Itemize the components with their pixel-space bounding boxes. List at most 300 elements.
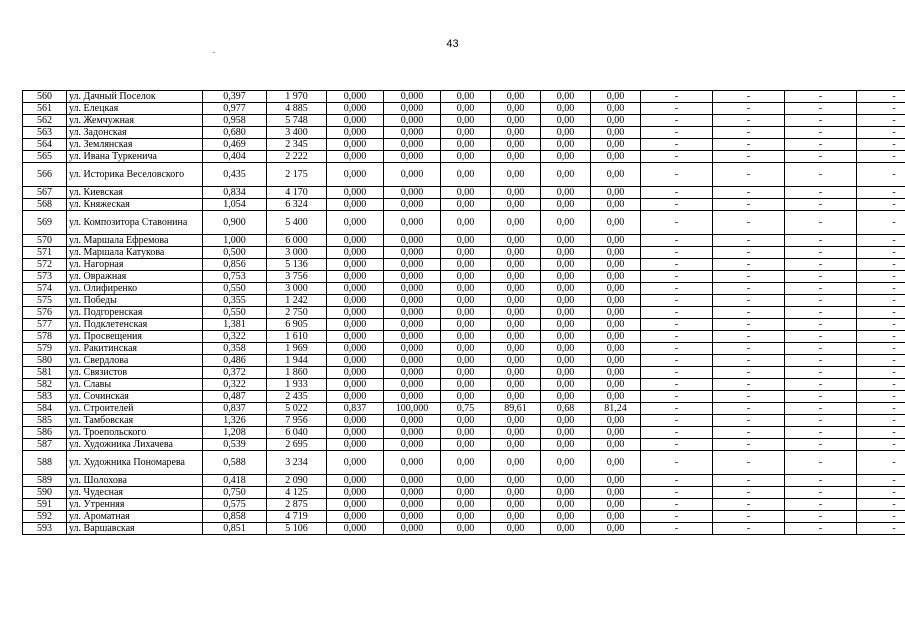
value-10-cell: -: [713, 271, 785, 283]
value-2-cell: 5 136: [267, 259, 327, 271]
value-2-cell: 6 905: [267, 319, 327, 331]
table-row: [23, 271, 905, 283]
street-name-cell: ул. Княжеская: [67, 199, 203, 211]
value-6-cell: 89,61: [491, 403, 541, 415]
row-number-cell: 576: [23, 307, 67, 319]
table-row: [23, 511, 905, 523]
value-12-cell: -: [857, 163, 905, 187]
value-8-cell: 0,00: [591, 331, 641, 343]
table-row: [23, 235, 905, 247]
value-10-cell: -: [713, 415, 785, 427]
value-9-cell: -: [641, 259, 713, 271]
value-1-cell: 0,753: [203, 271, 267, 283]
value-9-cell: -: [641, 427, 713, 439]
value-6-cell: 0,00: [491, 499, 541, 511]
value-10-cell: -: [713, 475, 785, 487]
scan-speck: [213, 52, 215, 53]
value-4-cell: 0,000: [384, 127, 441, 139]
value-10-cell: -: [713, 403, 785, 415]
value-10-cell: -: [713, 163, 785, 187]
row-number-cell: 586: [23, 427, 67, 439]
value-6-cell: 0,00: [491, 127, 541, 139]
value-7-cell: 0,00: [541, 271, 591, 283]
value-4-cell: 0,000: [384, 235, 441, 247]
value-2-cell: 5 748: [267, 115, 327, 127]
value-5-cell: 0,00: [441, 379, 491, 391]
value-2-cell: 3 234: [267, 451, 327, 475]
value-9-cell: -: [641, 319, 713, 331]
value-2-cell: 1 933: [267, 379, 327, 391]
value-4-cell: 0,000: [384, 379, 441, 391]
value-6-cell: 0,00: [491, 271, 541, 283]
value-10-cell: -: [713, 259, 785, 271]
value-9-cell: -: [641, 103, 713, 115]
street-name-cell: ул. Славы: [67, 379, 203, 391]
value-12-cell: -: [857, 283, 905, 295]
value-11-cell: -: [785, 235, 857, 247]
page-number: 43: [446, 38, 459, 50]
value-6-cell: 0,00: [491, 451, 541, 475]
value-8-cell: 0,00: [591, 115, 641, 127]
street-name-cell: ул. Елецкая: [67, 103, 203, 115]
value-1-cell: 0,958: [203, 115, 267, 127]
value-12-cell: -: [857, 139, 905, 151]
value-12-cell: -: [857, 487, 905, 499]
value-2-cell: 3 000: [267, 283, 327, 295]
value-4-cell: 0,000: [384, 163, 441, 187]
value-9-cell: -: [641, 475, 713, 487]
value-3-cell: 0,000: [327, 271, 384, 283]
value-11-cell: -: [785, 439, 857, 451]
value-3-cell: 0,000: [327, 307, 384, 319]
value-3-cell: 0,000: [327, 355, 384, 367]
value-6-cell: 0,00: [491, 295, 541, 307]
value-11-cell: -: [785, 163, 857, 187]
value-6-cell: 0,00: [491, 343, 541, 355]
street-name-cell: ул. Чудесная: [67, 487, 203, 499]
table-row: [23, 283, 905, 295]
value-6-cell: 0,00: [491, 511, 541, 523]
value-1-cell: 0,851: [203, 523, 267, 535]
value-3-cell: 0,000: [327, 451, 384, 475]
row-number-cell: 564: [23, 139, 67, 151]
value-2-cell: 3 400: [267, 127, 327, 139]
value-9-cell: -: [641, 127, 713, 139]
value-10-cell: -: [713, 127, 785, 139]
value-2-cell: 1 970: [267, 91, 327, 103]
value-4-cell: 0,000: [384, 355, 441, 367]
table-row: [23, 523, 905, 535]
value-1-cell: 1,326: [203, 415, 267, 427]
value-10-cell: -: [713, 319, 785, 331]
value-1-cell: 0,575: [203, 499, 267, 511]
value-6-cell: 0,00: [491, 199, 541, 211]
value-11-cell: -: [785, 523, 857, 535]
row-number-cell: 584: [23, 403, 67, 415]
value-9-cell: -: [641, 391, 713, 403]
value-5-cell: 0,00: [441, 259, 491, 271]
value-7-cell: 0,00: [541, 139, 591, 151]
value-1-cell: 0,680: [203, 127, 267, 139]
value-4-cell: 0,000: [384, 343, 441, 355]
table-row: [23, 451, 905, 475]
street-name-cell: ул. Историка Веселовского: [67, 163, 203, 187]
value-3-cell: 0,000: [327, 235, 384, 247]
value-1-cell: 0,322: [203, 331, 267, 343]
value-9-cell: -: [641, 211, 713, 235]
value-2-cell: 2 435: [267, 391, 327, 403]
value-6-cell: 0,00: [491, 163, 541, 187]
table-row: [23, 319, 905, 331]
value-3-cell: 0,000: [327, 211, 384, 235]
row-number-cell: 592: [23, 511, 67, 523]
street-name-cell: ул. Овражная: [67, 271, 203, 283]
value-2-cell: 2 090: [267, 475, 327, 487]
value-12-cell: -: [857, 271, 905, 283]
value-8-cell: 0,00: [591, 235, 641, 247]
value-5-cell: 0,00: [441, 91, 491, 103]
value-8-cell: 0,00: [591, 247, 641, 259]
row-number-cell: 575: [23, 295, 67, 307]
value-9-cell: -: [641, 415, 713, 427]
value-4-cell: 0,000: [384, 199, 441, 211]
value-8-cell: 0,00: [591, 523, 641, 535]
value-5-cell: 0,00: [441, 271, 491, 283]
value-5-cell: 0,00: [441, 511, 491, 523]
value-4-cell: 0,000: [384, 391, 441, 403]
street-name-cell: ул. Жемчужная: [67, 115, 203, 127]
value-5-cell: 0,00: [441, 247, 491, 259]
value-1-cell: 0,550: [203, 283, 267, 295]
row-number-cell: 579: [23, 343, 67, 355]
value-4-cell: 0,000: [384, 511, 441, 523]
value-6-cell: 0,00: [491, 91, 541, 103]
value-3-cell: 0,000: [327, 439, 384, 451]
value-3-cell: 0,000: [327, 523, 384, 535]
value-12-cell: -: [857, 235, 905, 247]
table-row: [23, 415, 905, 427]
value-6-cell: 0,00: [491, 367, 541, 379]
value-3-cell: 0,000: [327, 427, 384, 439]
table-row: [23, 379, 905, 391]
value-10-cell: -: [713, 379, 785, 391]
value-1-cell: 0,588: [203, 451, 267, 475]
street-name-cell: ул. Нагорная: [67, 259, 203, 271]
table-row: [23, 115, 905, 127]
value-11-cell: -: [785, 367, 857, 379]
row-number-cell: 573: [23, 271, 67, 283]
value-12-cell: -: [857, 511, 905, 523]
row-number-cell: 574: [23, 283, 67, 295]
value-7-cell: 0,00: [541, 259, 591, 271]
value-1-cell: 0,539: [203, 439, 267, 451]
street-name-cell: ул. Маршала Ефремова: [67, 235, 203, 247]
street-name-cell: ул. Ивана Туркенича: [67, 151, 203, 163]
table-row: [23, 259, 905, 271]
value-8-cell: 0,00: [591, 319, 641, 331]
value-2-cell: 4 170: [267, 187, 327, 199]
value-4-cell: 0,000: [384, 331, 441, 343]
value-4-cell: 0,000: [384, 103, 441, 115]
table-row: [23, 199, 905, 211]
value-11-cell: -: [785, 247, 857, 259]
value-2-cell: 1 860: [267, 367, 327, 379]
value-12-cell: -: [857, 115, 905, 127]
value-10-cell: -: [713, 391, 785, 403]
value-6-cell: 0,00: [491, 211, 541, 235]
value-11-cell: -: [785, 211, 857, 235]
row-number-cell: 561: [23, 103, 67, 115]
value-9-cell: -: [641, 511, 713, 523]
row-number-cell: 588: [23, 451, 67, 475]
value-6-cell: 0,00: [491, 151, 541, 163]
value-10-cell: -: [713, 307, 785, 319]
street-name-cell: ул. Землянская: [67, 139, 203, 151]
value-6-cell: 0,00: [491, 283, 541, 295]
value-12-cell: -: [857, 523, 905, 535]
value-10-cell: -: [713, 91, 785, 103]
value-4-cell: 0,000: [384, 187, 441, 199]
value-8-cell: 0,00: [591, 187, 641, 199]
value-12-cell: -: [857, 343, 905, 355]
value-9-cell: -: [641, 367, 713, 379]
value-1-cell: 1,000: [203, 235, 267, 247]
value-4-cell: 0,000: [384, 367, 441, 379]
value-3-cell: 0,000: [327, 379, 384, 391]
value-9-cell: -: [641, 379, 713, 391]
value-7-cell: 0,00: [541, 91, 591, 103]
value-6-cell: 0,00: [491, 415, 541, 427]
value-12-cell: -: [857, 355, 905, 367]
value-8-cell: 0,00: [591, 451, 641, 475]
value-6-cell: 0,00: [491, 355, 541, 367]
value-7-cell: 0,00: [541, 343, 591, 355]
value-3-cell: 0,837: [327, 403, 384, 415]
value-11-cell: -: [785, 415, 857, 427]
row-number-cell: 587: [23, 439, 67, 451]
value-7-cell: 0,00: [541, 163, 591, 187]
value-5-cell: 0,00: [441, 307, 491, 319]
value-8-cell: 0,00: [591, 103, 641, 115]
value-11-cell: -: [785, 319, 857, 331]
value-6-cell: 0,00: [491, 487, 541, 499]
row-number-cell: 578: [23, 331, 67, 343]
value-3-cell: 0,000: [327, 187, 384, 199]
table-row: [23, 391, 905, 403]
value-12-cell: -: [857, 151, 905, 163]
value-8-cell: 0,00: [591, 475, 641, 487]
row-number-cell: 590: [23, 487, 67, 499]
value-9-cell: -: [641, 523, 713, 535]
value-11-cell: -: [785, 355, 857, 367]
value-8-cell: 0,00: [591, 355, 641, 367]
value-2-cell: 5 022: [267, 403, 327, 415]
row-number-cell: 593: [23, 523, 67, 535]
value-10-cell: -: [713, 187, 785, 199]
value-1-cell: 0,418: [203, 475, 267, 487]
value-2-cell: 5 400: [267, 211, 327, 235]
value-8-cell: 0,00: [591, 151, 641, 163]
value-10-cell: -: [713, 355, 785, 367]
value-12-cell: -: [857, 367, 905, 379]
value-7-cell: 0,00: [541, 151, 591, 163]
value-9-cell: -: [641, 307, 713, 319]
value-9-cell: -: [641, 187, 713, 199]
value-5-cell: 0,00: [441, 343, 491, 355]
value-6-cell: 0,00: [491, 115, 541, 127]
value-5-cell: 0,00: [441, 499, 491, 511]
value-3-cell: 0,000: [327, 319, 384, 331]
value-2-cell: 3 756: [267, 271, 327, 283]
value-2-cell: 1 944: [267, 355, 327, 367]
value-7-cell: 0,00: [541, 367, 591, 379]
street-name-cell: ул. Связистов: [67, 367, 203, 379]
value-11-cell: -: [785, 283, 857, 295]
street-name-cell: ул. Шолохова: [67, 475, 203, 487]
street-name-cell: ул. Утренняя: [67, 499, 203, 511]
value-8-cell: 0,00: [591, 427, 641, 439]
value-9-cell: -: [641, 331, 713, 343]
row-number-cell: 585: [23, 415, 67, 427]
value-7-cell: 0,00: [541, 187, 591, 199]
value-4-cell: 0,000: [384, 211, 441, 235]
value-8-cell: 0,00: [591, 211, 641, 235]
value-1-cell: 0,856: [203, 259, 267, 271]
value-12-cell: -: [857, 295, 905, 307]
value-11-cell: -: [785, 331, 857, 343]
table-row: [23, 211, 905, 235]
value-5-cell: 0,00: [441, 163, 491, 187]
value-4-cell: 0,000: [384, 499, 441, 511]
value-7-cell: 0,00: [541, 283, 591, 295]
value-8-cell: 0,00: [591, 127, 641, 139]
value-10-cell: -: [713, 247, 785, 259]
value-1-cell: 0,837: [203, 403, 267, 415]
value-4-cell: 0,000: [384, 115, 441, 127]
value-10-cell: -: [713, 499, 785, 511]
value-7-cell: 0,00: [541, 247, 591, 259]
value-5-cell: 0,00: [441, 115, 491, 127]
value-11-cell: -: [785, 115, 857, 127]
table-row: [23, 427, 905, 439]
value-5-cell: 0,00: [441, 127, 491, 139]
value-6-cell: 0,00: [491, 103, 541, 115]
value-3-cell: 0,000: [327, 283, 384, 295]
value-4-cell: 0,000: [384, 319, 441, 331]
value-1-cell: 0,500: [203, 247, 267, 259]
row-number-cell: 568: [23, 199, 67, 211]
value-1-cell: 1,381: [203, 319, 267, 331]
value-3-cell: 0,000: [327, 139, 384, 151]
value-4-cell: 0,000: [384, 523, 441, 535]
value-2-cell: 2 175: [267, 163, 327, 187]
value-12-cell: -: [857, 91, 905, 103]
value-1-cell: 0,834: [203, 187, 267, 199]
value-6-cell: 0,00: [491, 307, 541, 319]
value-6-cell: 0,00: [491, 475, 541, 487]
value-12-cell: -: [857, 403, 905, 415]
value-7-cell: 0,00: [541, 199, 591, 211]
value-3-cell: 0,000: [327, 487, 384, 499]
value-11-cell: -: [785, 307, 857, 319]
value-10-cell: -: [713, 295, 785, 307]
value-7-cell: 0,00: [541, 127, 591, 139]
value-4-cell: 0,000: [384, 295, 441, 307]
table-row: [23, 295, 905, 307]
value-11-cell: -: [785, 271, 857, 283]
value-3-cell: 0,000: [327, 115, 384, 127]
value-9-cell: -: [641, 91, 713, 103]
value-10-cell: -: [713, 451, 785, 475]
value-7-cell: 0,00: [541, 295, 591, 307]
value-9-cell: -: [641, 451, 713, 475]
value-7-cell: 0,00: [541, 499, 591, 511]
value-9-cell: -: [641, 499, 713, 511]
value-11-cell: -: [785, 259, 857, 271]
row-number-cell: 580: [23, 355, 67, 367]
value-2-cell: 2 695: [267, 439, 327, 451]
value-12-cell: -: [857, 379, 905, 391]
value-5-cell: 0,00: [441, 283, 491, 295]
value-2-cell: 6 040: [267, 427, 327, 439]
street-data-table: [22, 90, 905, 535]
value-9-cell: -: [641, 235, 713, 247]
table-row: [23, 487, 905, 499]
value-4-cell: 0,000: [384, 259, 441, 271]
value-7-cell: 0,68: [541, 403, 591, 415]
value-11-cell: -: [785, 139, 857, 151]
value-8-cell: 0,00: [591, 343, 641, 355]
value-12-cell: -: [857, 415, 905, 427]
value-11-cell: -: [785, 343, 857, 355]
street-name-cell: ул. Троепольского: [67, 427, 203, 439]
value-3-cell: 0,000: [327, 343, 384, 355]
value-9-cell: -: [641, 115, 713, 127]
row-number-cell: 565: [23, 151, 67, 163]
value-11-cell: -: [785, 451, 857, 475]
value-5-cell: 0,00: [441, 319, 491, 331]
value-5-cell: 0,00: [441, 355, 491, 367]
value-6-cell: 0,00: [491, 139, 541, 151]
row-number-cell: 572: [23, 259, 67, 271]
value-8-cell: 0,00: [591, 91, 641, 103]
value-3-cell: 0,000: [327, 511, 384, 523]
value-10-cell: -: [713, 343, 785, 355]
value-11-cell: -: [785, 403, 857, 415]
value-7-cell: 0,00: [541, 511, 591, 523]
value-8-cell: 0,00: [591, 391, 641, 403]
value-12-cell: -: [857, 211, 905, 235]
value-1-cell: 0,404: [203, 151, 267, 163]
value-4-cell: 0,000: [384, 415, 441, 427]
value-1-cell: 1,054: [203, 199, 267, 211]
value-7-cell: 0,00: [541, 475, 591, 487]
value-2-cell: 2 345: [267, 139, 327, 151]
value-8-cell: 0,00: [591, 367, 641, 379]
value-11-cell: -: [785, 499, 857, 511]
value-3-cell: 0,000: [327, 331, 384, 343]
value-2-cell: 1 969: [267, 343, 327, 355]
street-name-cell: ул. Маршала Катукова: [67, 247, 203, 259]
value-9-cell: -: [641, 343, 713, 355]
value-12-cell: -: [857, 475, 905, 487]
value-6-cell: 0,00: [491, 523, 541, 535]
row-number-cell: 581: [23, 367, 67, 379]
street-name-cell: ул. Художника Пономарева: [67, 451, 203, 475]
row-number-cell: 589: [23, 475, 67, 487]
value-7-cell: 0,00: [541, 391, 591, 403]
value-10-cell: -: [713, 235, 785, 247]
